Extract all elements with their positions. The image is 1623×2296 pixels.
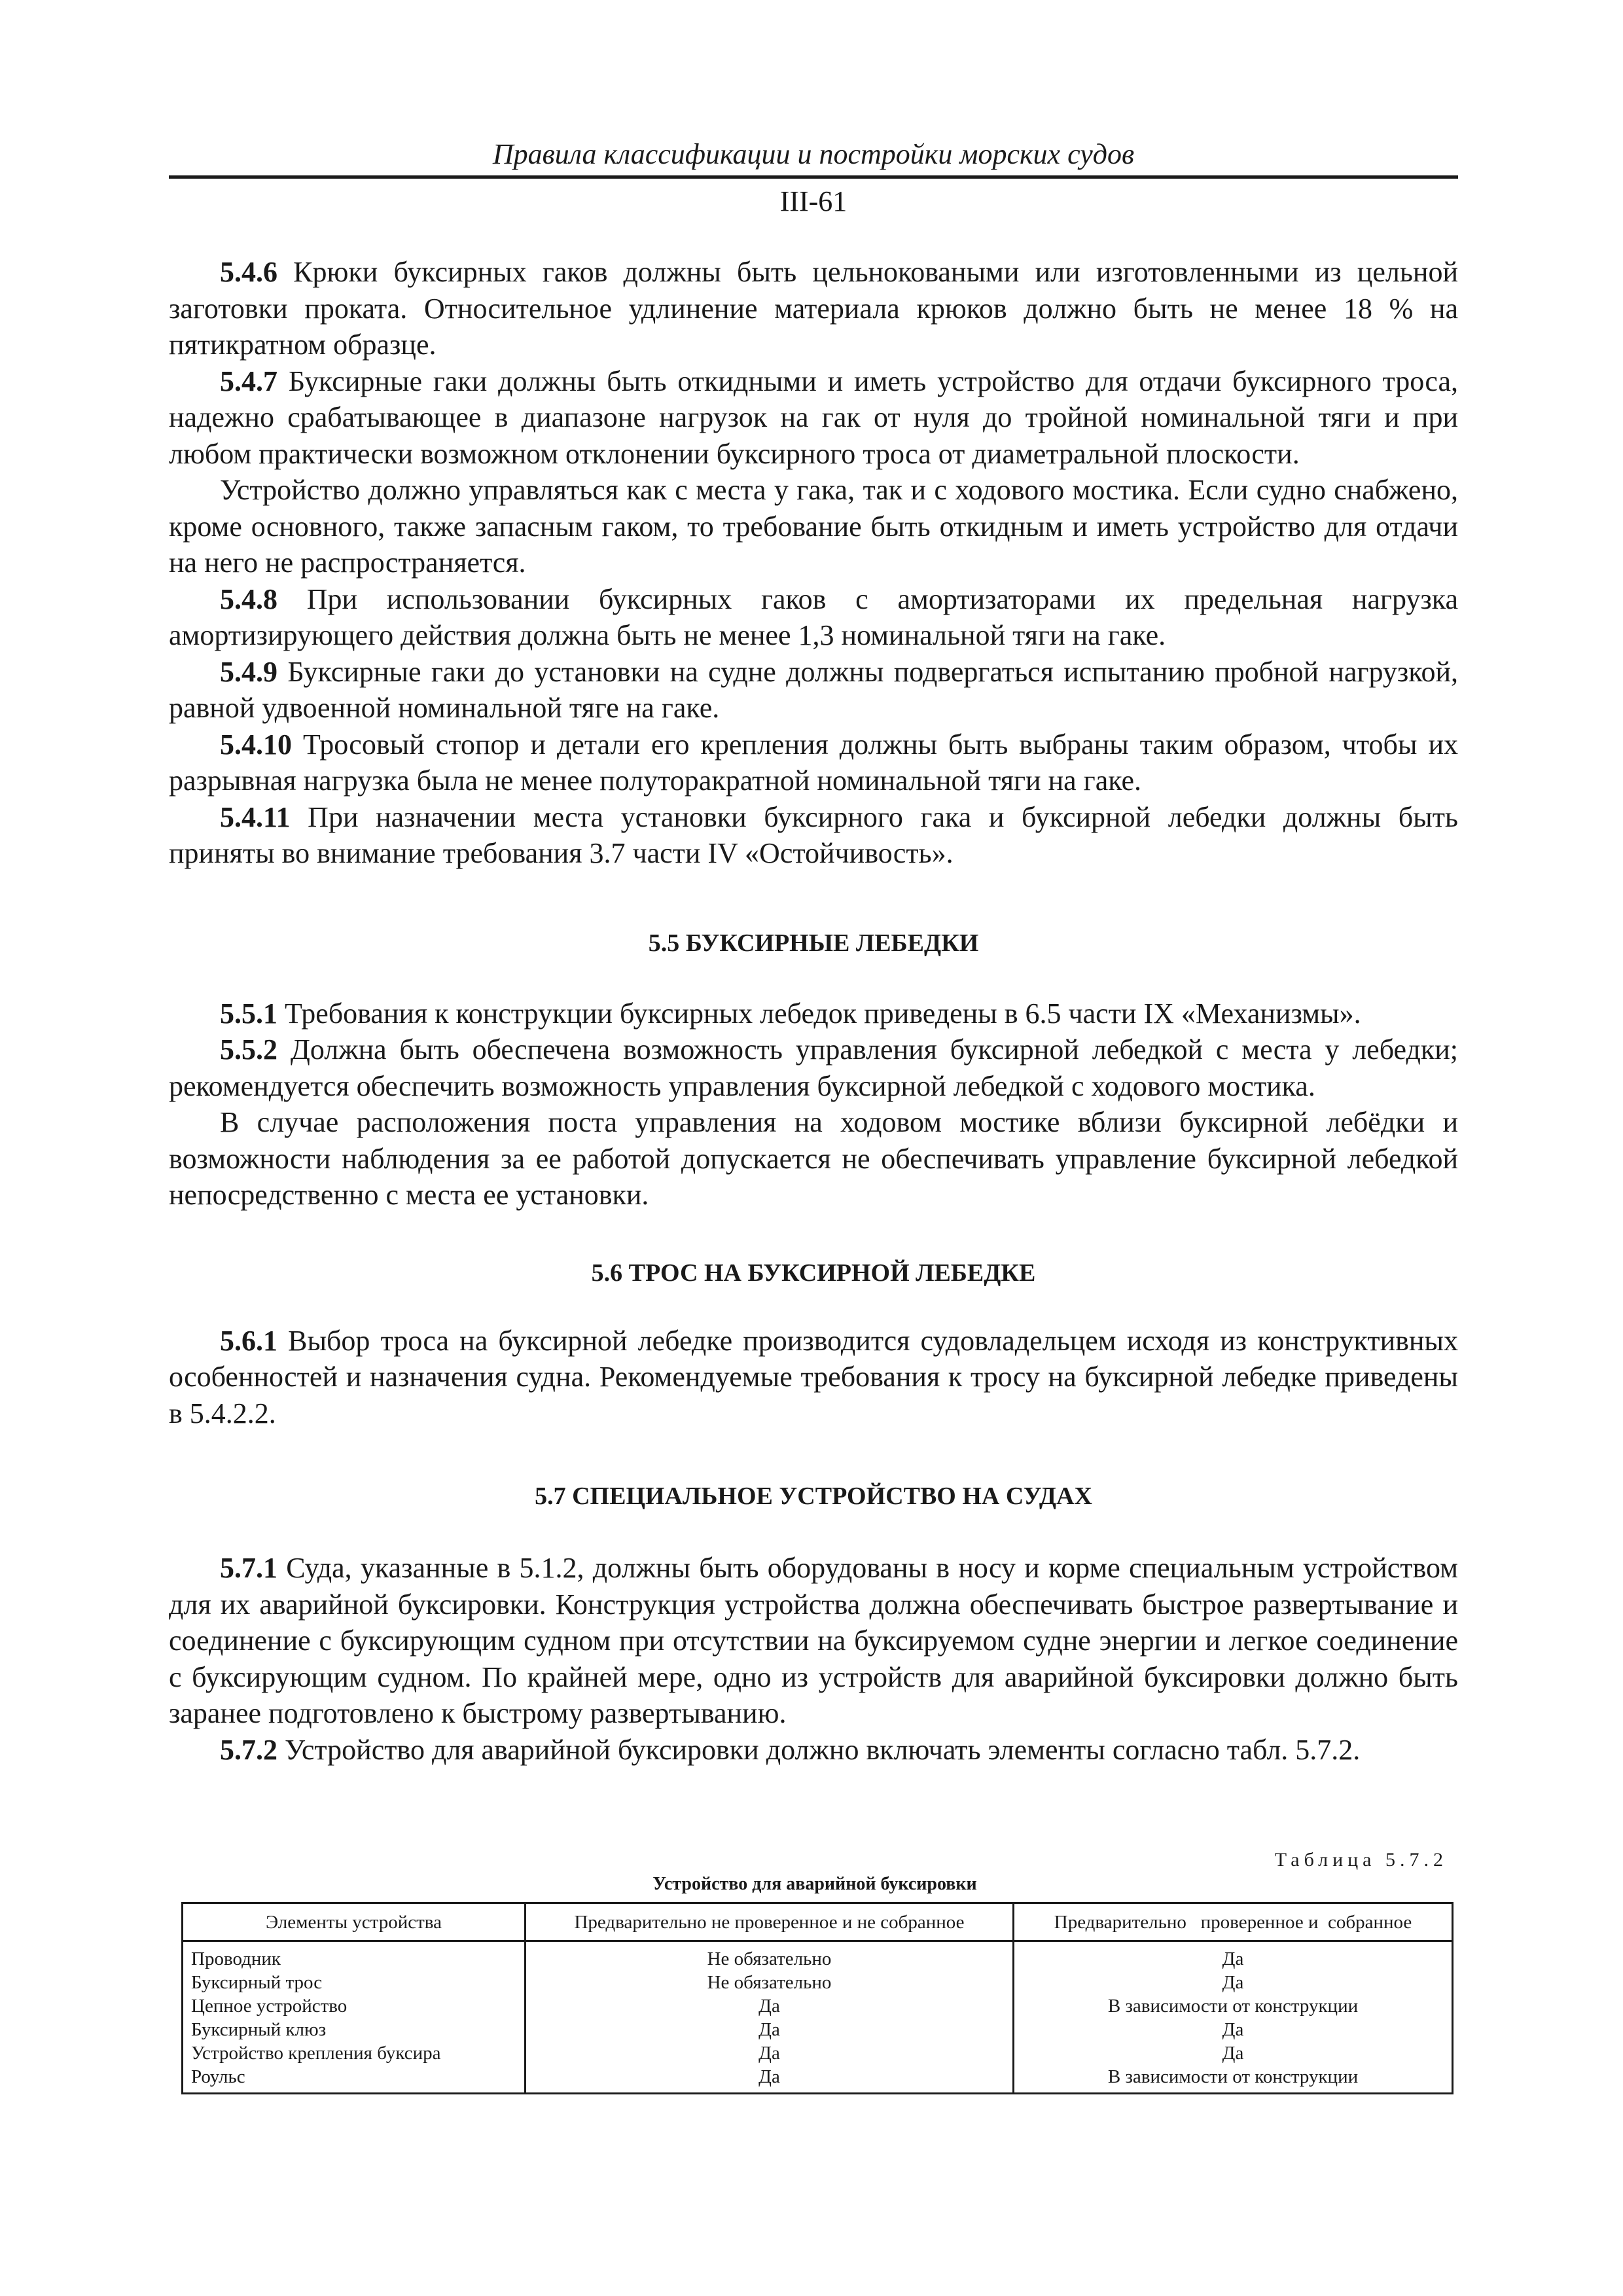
clause-text: Буксирные гаки должны быть откидными и иметь устройство для отдачи буксирного троса, надежно срабатывающее в диапазоне нагрузок на гак от нуля до тройной номинальной тяги и при любом практически возможном отклонении буксирного троса от диаметральной плоскости.	[169, 365, 1458, 470]
clause-text: Требования к конструкции буксирных лебедок приведены в 6.5 части IX «Механизмы».	[277, 997, 1361, 1030]
paragraph-5-4-11	[169, 799, 1458, 872]
spacer	[169, 1213, 1458, 1255]
paragraph-5-4-8	[169, 581, 1458, 654]
section-heading-5-6: 5.6 ТРОС НА БУКСИРНОЙ ЛЕБЕДКЕ	[591, 1259, 1036, 1287]
spacer	[169, 1291, 1458, 1323]
clause-number: 5.5.2	[220, 1033, 277, 1066]
clause-number: 5.7.1	[220, 1552, 277, 1584]
cell-checked: Да Да В зависимости от конструкции Да Да В зависимости от конструкции	[1014, 1941, 1453, 2094]
clause-text: Должна быть обеспечена возможность управления буксирной лебедкой с места у лебедки; рекомендуется обеспечить возможность управления буксирной лебедкой с ходового мостика.	[169, 1033, 1458, 1102]
table-label: Таблица 5.7.2	[1274, 1849, 1448, 1871]
cell-elements: Проводник Буксирный трос Цепное устройство Буксирный клюз Устройство крепления буксира Роульс	[183, 1941, 526, 2094]
paragraph-5-7-1	[169, 1550, 1458, 1732]
table-caption: Устройство для аварийной буксировки	[652, 1874, 977, 1894]
paragraph-5-4-7-cont: Устройство должно управляться как с места у гака, так и с ходового мостика. Если судно снабжено, кроме основного, также запасным гаком, то требование быть откидным и иметь устройство для отдачи на него не распространяется.	[169, 474, 1458, 579]
paragraph-5-5-2-cont: В случае расположения поста управления на ходовом мостике вблизи буксирной лебёдки и возможности наблюдения за ее работой допускается не обеспечивать управление буксирной лебедкой непосредственно с места ее установки.	[169, 1106, 1458, 1211]
clause-text: При использовании буксирных гаков с амортизаторами их предельная нагрузка амортизирующего действия должна быть не менее 1,3 номинальной тяги на гаке.	[169, 583, 1458, 651]
spacer	[169, 1431, 1458, 1479]
clause-number: 5.4.6	[220, 256, 277, 288]
column-header-checked: Предварительно проверенное и собранное	[1014, 1903, 1453, 1941]
clause-text: Суда, указанные в 5.1.2, должны быть оборудованы в носу и корме специальным устройством для их аварийной буксировки. Конструкция устройства должна обеспечивать быстрое развертывание и соединение с буксирующим судном при отсутствии на буксируемом судне энергии и легкое соединение с буксирующим судном. По крайней мере, одно из устройств для аварийной буксировки должно быть заранее подготовлено к быстрому развертыванию.	[169, 1552, 1458, 1729]
spacer	[169, 872, 1458, 925]
paragraph-5-5-1	[169, 996, 1458, 1032]
clause-text: Крюки буксирных гаков должны быть цельноковаными или изготовленными из цельной заготовки проката. Относительное удлинение материала крюков должно быть не менее 18 % на пятикратном образце.	[169, 256, 1458, 361]
clause-text: Буксирные гаки до установки на судне должны подвергаться испытанию пробной нагрузкой, равной удвоенной номинальной тяге на гаке.	[169, 655, 1458, 724]
paragraph-5-4-10	[169, 726, 1458, 799]
table-body-row	[183, 1941, 1453, 2094]
clause-number: 5.4.11	[220, 800, 291, 833]
spacer	[169, 961, 1458, 996]
paragraph-5-4-7	[169, 363, 1458, 473]
clause-number: 5.5.1	[220, 997, 277, 1030]
paragraph-5-6-1	[169, 1323, 1458, 1432]
table-header-row	[183, 1903, 1453, 1941]
clause-number: 5.4.9	[220, 655, 277, 688]
emergency-towing-table	[181, 1902, 1454, 2094]
column-header-unchecked: Предварительно не проверенное и не собранное	[526, 1903, 1014, 1941]
paragraph-5-4-9	[169, 654, 1458, 726]
clause-text: Выбор троса на буксирной лебедке производится судовладельцем исходя из конструктивных особенностей и назначения судна. Рекомендуемые требования к тросу на буксирной лебедке приведены в 5.4.2.2.	[169, 1324, 1458, 1429]
cell-unchecked: Не обязательно Не обязательно Да Да Да Да	[526, 1941, 1014, 2094]
clause-number: 5.4.10	[220, 728, 292, 761]
paragraph-5-5-2	[169, 1031, 1458, 1104]
clause-text: При назначении места установки буксирного гака и буксирной лебедки должны быть приняты во внимание требования 3.7 части IV «Остойчивость».	[169, 800, 1458, 869]
section-heading-5-7: 5.7 СПЕЦИАЛЬНОЕ УСТРОЙСТВО НА СУДАХ	[535, 1482, 1092, 1510]
header-rule	[169, 175, 1458, 179]
paragraph-5-7-2	[169, 1732, 1458, 1768]
clause-number: 5.4.8	[220, 583, 277, 615]
clause-text: Тросовый стопор и детали его крепления должны быть выбраны таким образом, чтобы их разрывная нагрузка была не менее полуторакратной номинальной тяги на гаке.	[169, 728, 1458, 797]
section-heading-5-5: 5.5 БУКСИРНЫЕ ЛЕБЕДКИ	[648, 929, 979, 957]
clause-number: 5.6.1	[220, 1324, 277, 1357]
running-header-title: Правила классификации и постройки морских судов	[492, 138, 1135, 170]
column-header-elements: Элементы устройства	[183, 1903, 526, 1941]
clause-number: 5.7.2	[220, 1733, 277, 1766]
spacer	[169, 1515, 1458, 1550]
paragraph-5-4-6	[169, 254, 1458, 363]
body-text	[169, 254, 1458, 1768]
page-number: III-61	[779, 185, 847, 217]
clause-text: Устройство для аварийной буксировки должно включать элементы согласно табл. 5.7.2.	[277, 1733, 1361, 1766]
clause-number: 5.4.7	[220, 365, 277, 397]
